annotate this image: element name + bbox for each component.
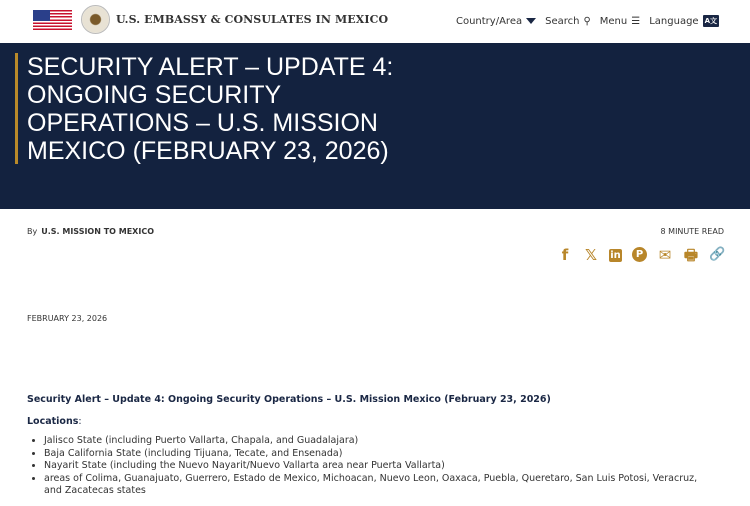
email-icon[interactable]: ✉ xyxy=(658,246,672,264)
caret-down-icon xyxy=(526,18,536,24)
linkedin-icon[interactable]: in xyxy=(610,250,621,261)
share-bar xyxy=(557,247,725,263)
language-button[interactable] xyxy=(649,15,719,27)
us-flag-icon xyxy=(33,10,72,30)
embassy-seal-icon[interactable] xyxy=(81,5,110,34)
list-item: • Baja California State (including Tijuana, Tecate, and Ensenada) xyxy=(44,448,717,461)
list-item: • areas of Colima, Guanajuato, Guerrero, Estado de Mexico, Michoacan, Nuevo Leon, Oaxaca, Puebla, Queretaro, San Luis Potosi, Veracruz, and Zacatecas states xyxy=(44,473,717,498)
byline xyxy=(27,227,154,236)
locations-heading: Locations: xyxy=(27,416,82,427)
locations-list xyxy=(27,435,717,498)
article-lead: Security Alert – Update 4: Ongoing Security Operations – U.S. Mission Mexico (February 23, 2026) xyxy=(27,394,551,405)
page-title: SECURITY ALERT – UPDATE 4: ONGOING SECURITY OPERATIONS – U.S. MISSION MEXICO (FEBRUARY 23, 2026) xyxy=(27,53,394,165)
language-label: Language xyxy=(649,15,699,27)
x-icon[interactable]: 𝕏 xyxy=(584,246,598,264)
main-nav xyxy=(456,15,719,27)
search-button[interactable] xyxy=(545,16,591,27)
by-label: By xyxy=(27,227,38,236)
site-title[interactable]: U.S. EMBASSY & CONSULATES IN MEXICO xyxy=(116,13,389,26)
menu-label: Menu xyxy=(599,15,628,27)
hamburger-icon: ☰ xyxy=(631,15,641,27)
read-time: 8 MINUTE READ xyxy=(660,227,724,236)
country-area-dropdown[interactable] xyxy=(456,16,536,27)
locations-label: Locations xyxy=(27,416,79,427)
top-bar xyxy=(0,0,750,43)
author: U.S. MISSION TO MEXICO xyxy=(41,227,154,236)
country-area-label: Country/Area xyxy=(455,15,523,27)
publish-date: FEBRUARY 23, 2026 xyxy=(27,314,108,323)
menu-button[interactable] xyxy=(600,16,640,27)
facebook-icon[interactable]: f xyxy=(561,246,569,264)
article-meta xyxy=(0,209,750,299)
search-icon: ⚲ xyxy=(583,15,591,27)
link-icon[interactable]: 🔗 xyxy=(709,247,726,262)
accent-bar xyxy=(15,53,18,164)
search-label: Search xyxy=(545,15,580,27)
hero-banner xyxy=(0,43,750,209)
list-item: • Jalisco State (including Puerto Vallarta, Chapala, and Guadalajara) xyxy=(44,435,717,448)
language-icon: A文 xyxy=(704,17,717,25)
pinterest-icon[interactable]: P xyxy=(632,247,647,262)
article-body xyxy=(27,394,717,498)
print-icon[interactable]: 🖶 xyxy=(683,246,699,264)
list-item: • Nayarit State (including the Nuevo Nayarit/Nuevo Vallarta area near Puerta Vallarta) xyxy=(44,460,717,473)
